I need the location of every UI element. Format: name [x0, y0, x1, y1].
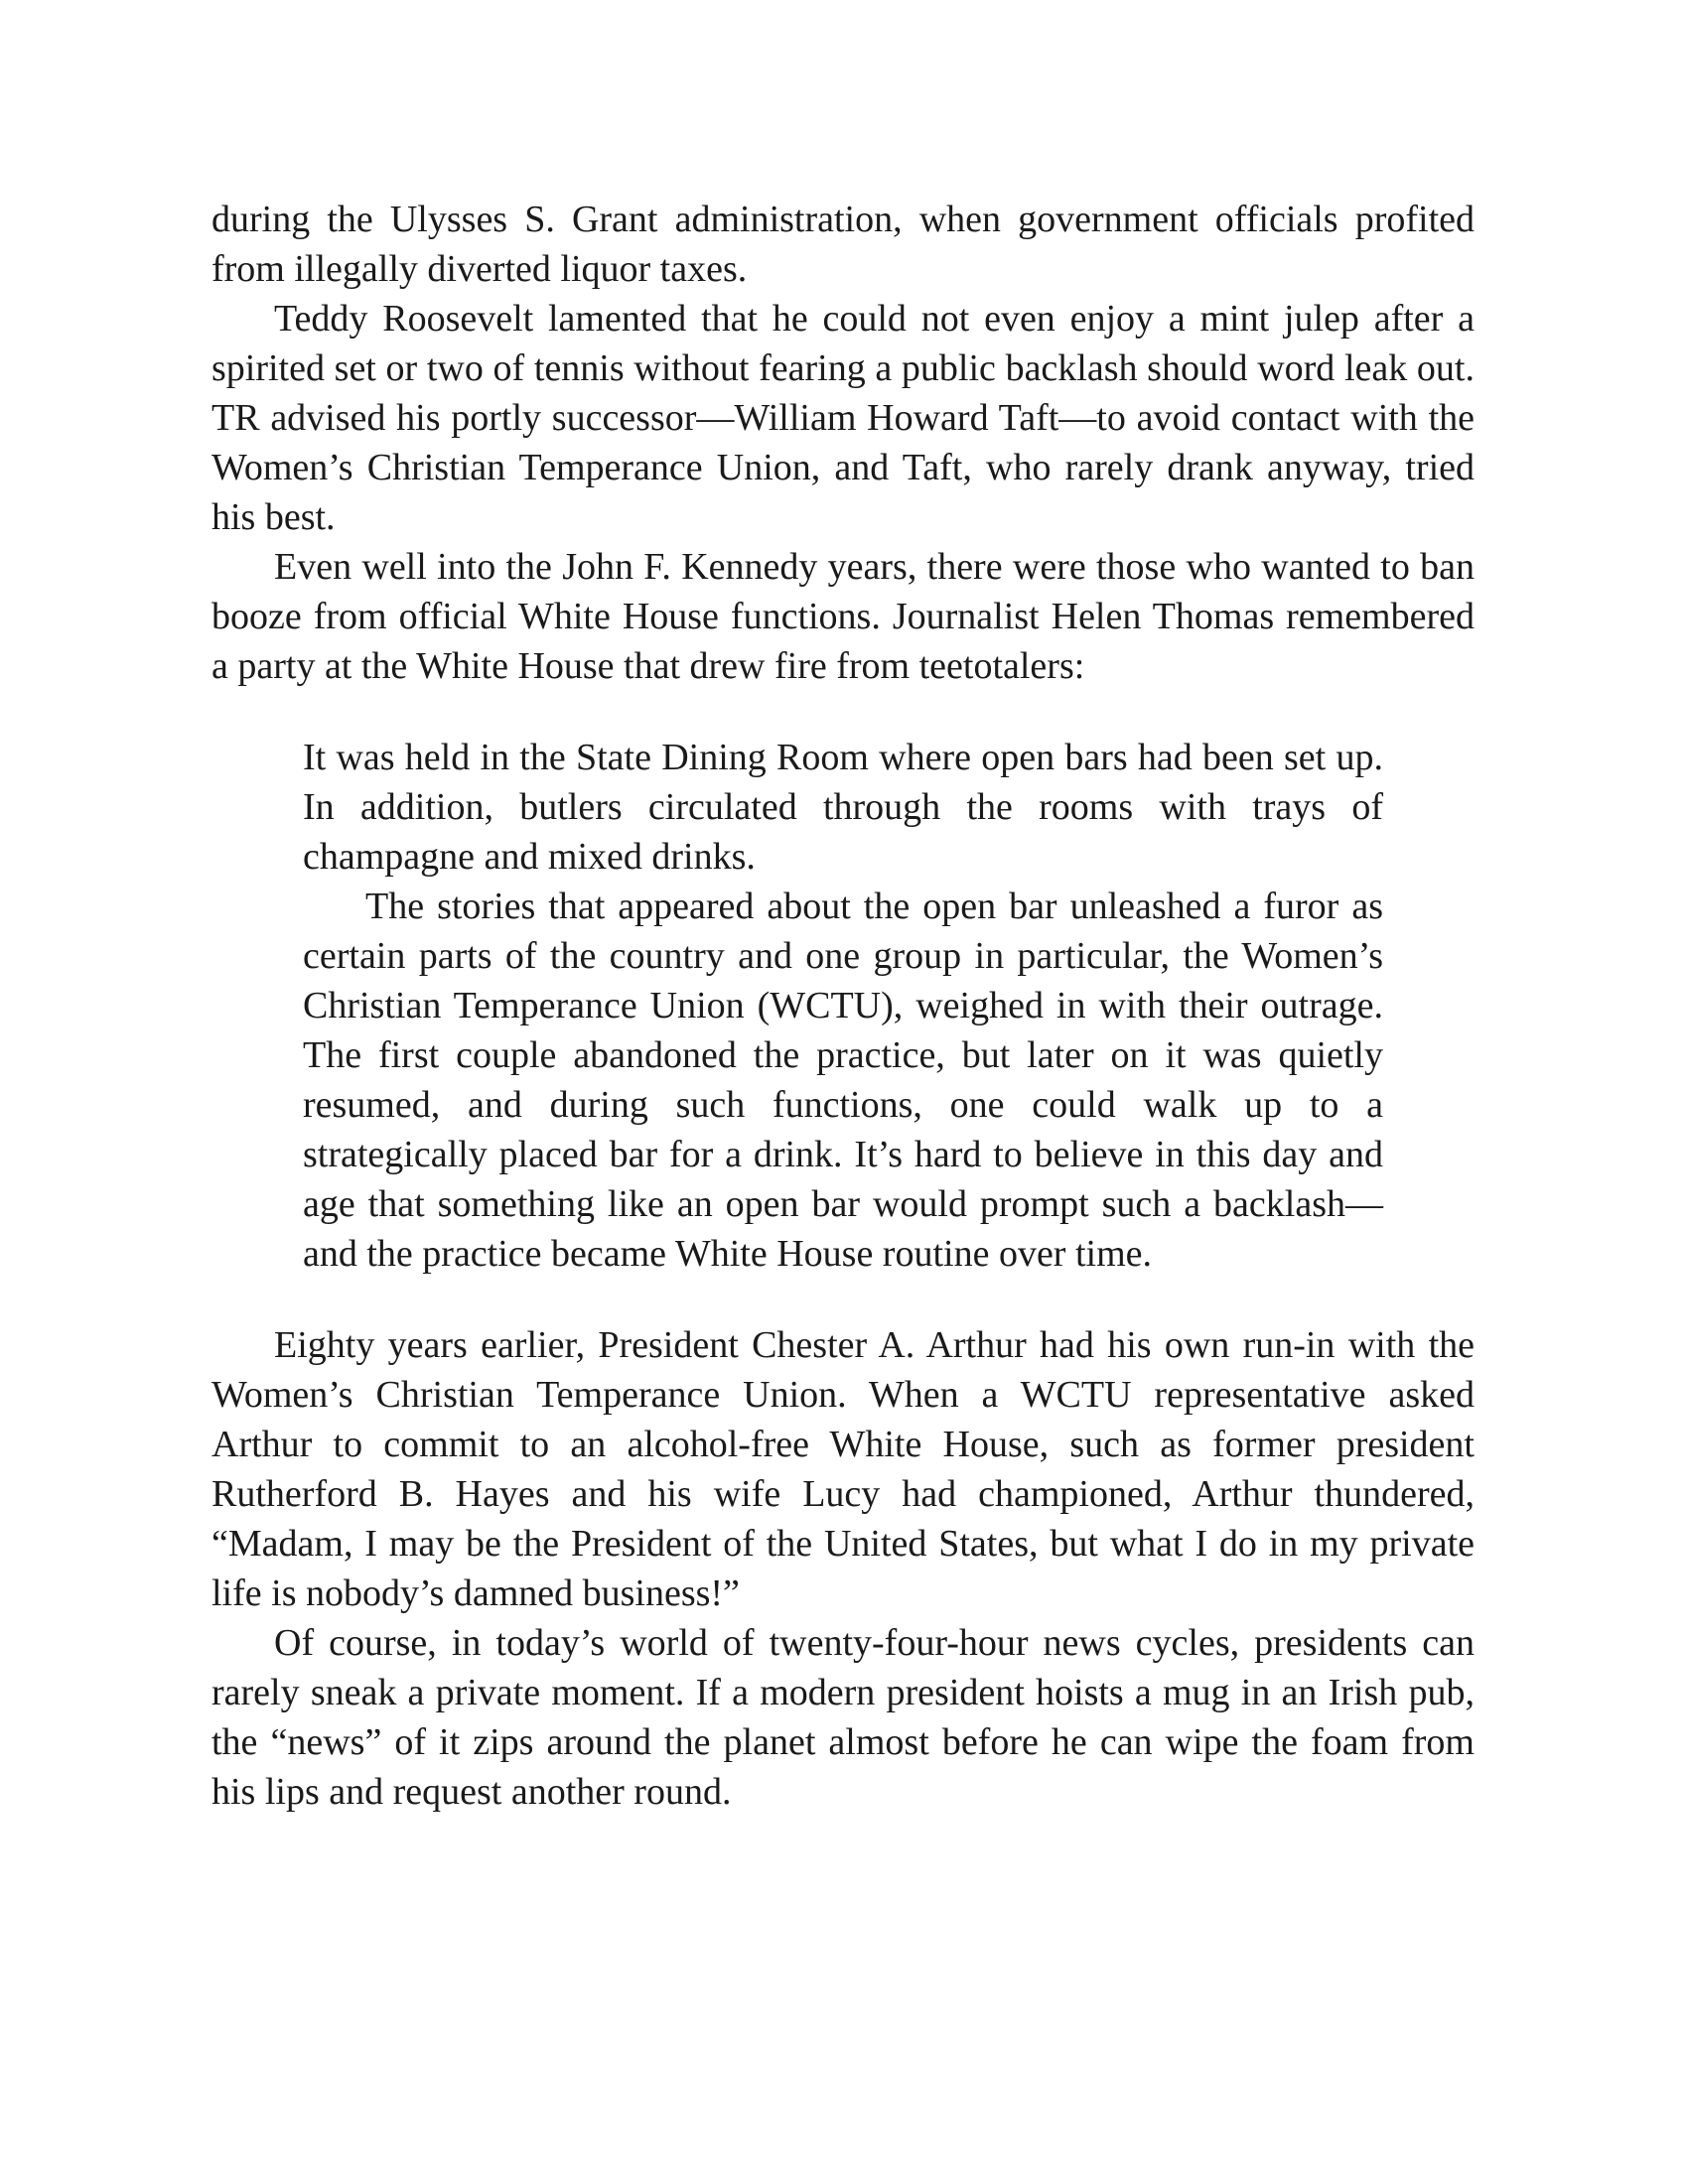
- paragraph-modern: Of course, in today’s world of twenty-four-hour news cycles, presidents can rarely sneak a private moment. If a modern president hoists a mug in an Irish pub, the “news” of it zips around the planet almost before he can wipe the foam from his lips and request another round.: [211, 1622, 1475, 1813]
- block-quote: [303, 733, 1383, 1279]
- paragraph-arthur: Eighty years earlier, President Chester A. Arthur had his own run-in with the Women’s Christian Temperance Union. When a WCTU representative asked Arthur to commit to an alcohol-free White House, such as former president Rutherford B. Hayes and his wife Lucy had championed, Arthur thundered, “Madam, I may be the President of the United States, but what I do in my private life is nobody’s damned business!”: [211, 1324, 1475, 1614]
- quote-paragraph-1: It was held in the State Dining Room where open bars had been set up. In addition, butlers circulated through the rooms with trays of champagne and mixed drinks.: [303, 737, 1383, 878]
- quote-paragraph-2: The stories that appeared about the open bar unleashed a furor as certain parts of the country and one group in particular, the Women’s Christian Temperance Union (WCTU), weighed in with their outrage. The first couple abandoned the practice, but later on it was quietly resumed, and during such functions, one could walk up to a strategically placed bar for a drink. It’s hard to believe in this day and age that something like an open bar would prompt such a backlash—and the practice became White House routine over time.: [303, 886, 1383, 1275]
- page-text: [211, 195, 1475, 1817]
- paragraph-roosevelt: Teddy Roosevelt lamented that he could not even enjoy a mint julep after a spirited set or two of tennis without fearing a public backlash should word leak out. TR advised his portly successor—William Howard Taft—to avoid contact with the Women’s Christian Temperance Union, and Taft, who rarely drank anyway, tried his best.: [211, 298, 1475, 538]
- paragraph-continued: during the Ulysses S. Grant administration, when government officials profited from illegally diverted liquor taxes.: [211, 199, 1475, 290]
- paragraph-kennedy: Even well into the John F. Kennedy years, there were those who wanted to ban booze from official White House functions. Journalist Helen Thomas remembered a party at the White House that drew fire from teetotalers:: [211, 546, 1475, 687]
